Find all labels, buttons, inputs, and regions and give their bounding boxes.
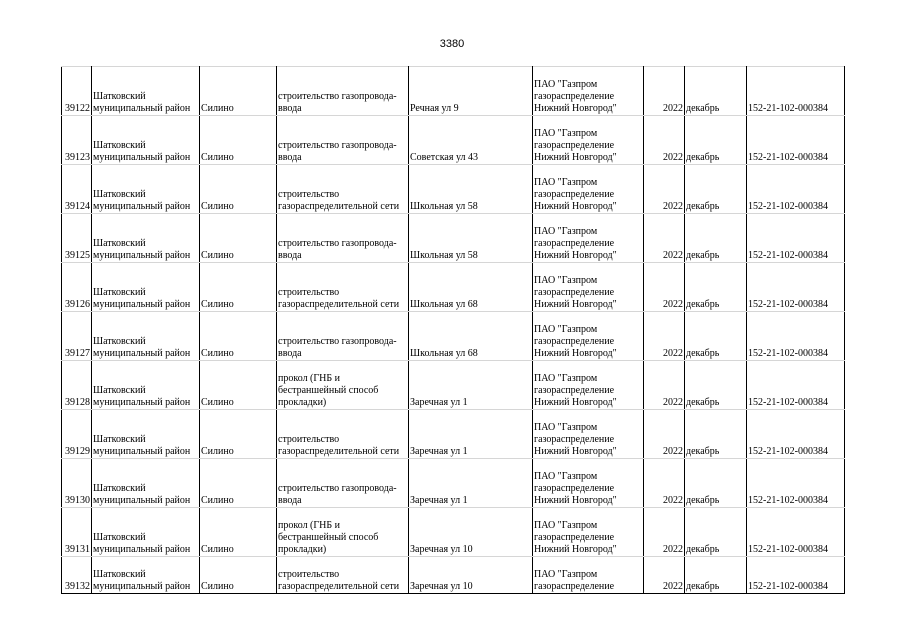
code-cell: 152-21-102-000384 (747, 410, 845, 459)
address-cell: Школьная ул 58 (409, 214, 533, 263)
work-type-cell-line: бестраншейный способ (278, 385, 379, 396)
organization-cell-line: ПАО "Газпром (534, 128, 598, 139)
district-cell-line: муниципальный район (93, 544, 191, 555)
address-cell: Заречная ул 10 (409, 508, 533, 557)
work-type-cell (277, 116, 409, 165)
district-cell-line: муниципальный район (93, 201, 191, 212)
organization-cell-line: Нижний Новгород" (534, 446, 617, 457)
work-type-cell-line: прокладки) (278, 544, 327, 555)
year-cell: 2022 (644, 116, 685, 165)
work-type-cell-line: строительство газопровода- (278, 336, 397, 347)
month-cell: декабрь (685, 459, 747, 508)
district-cell-line: муниципальный район (93, 348, 191, 359)
organization-cell-line: ПАО "Газпром (534, 324, 598, 335)
address-cell: Заречная ул 10 (409, 557, 533, 594)
organization-cell-line: Нижний Новгород" (534, 544, 617, 555)
district-cell-line: муниципальный район (93, 152, 191, 163)
work-type-cell (277, 67, 409, 116)
district-cell-line: Шатковский (93, 532, 146, 543)
work-type-cell-line: прокладки) (278, 397, 327, 408)
year-cell: 2022 (644, 67, 685, 116)
locality-cell: Силино (200, 116, 277, 165)
organization-cell-line: ПАО "Газпром (534, 79, 598, 90)
code-cell: 152-21-102-000384 (747, 67, 845, 116)
month-cell: декабрь (685, 116, 747, 165)
row-number: 39130 (62, 459, 92, 508)
year-cell: 2022 (644, 459, 685, 508)
locality-cell: Силино (200, 508, 277, 557)
month-cell: декабрь (685, 165, 747, 214)
locality-cell: Силино (200, 263, 277, 312)
district-cell-line: Шатковский (93, 434, 146, 445)
code-cell: 152-21-102-000384 (747, 557, 845, 594)
row-number: 39122 (62, 67, 92, 116)
year-cell: 2022 (644, 263, 685, 312)
organization-cell-line: ПАО "Газпром (534, 373, 598, 384)
locality-cell: Силино (200, 459, 277, 508)
organization-cell (533, 361, 644, 410)
month-cell: декабрь (685, 508, 747, 557)
code-cell: 152-21-102-000384 (747, 508, 845, 557)
district-cell (92, 116, 200, 165)
row-number: 39132 (62, 557, 92, 594)
organization-cell-line: ПАО "Газпром (534, 226, 598, 237)
organization-cell-line: газораспределение (534, 91, 615, 102)
table-row (62, 312, 845, 361)
work-type-cell (277, 165, 409, 214)
page-number: 3380 (439, 38, 465, 50)
work-type-cell-line: строительство газопровода- (278, 483, 397, 494)
work-type-cell (277, 312, 409, 361)
month-cell: декабрь (685, 557, 747, 594)
locality-cell: Силино (200, 312, 277, 361)
organization-cell (533, 116, 644, 165)
organization-cell-line: Нижний Новгород" (534, 103, 617, 114)
organization-cell-line: газораспределение (534, 532, 615, 543)
registry-body (62, 67, 845, 594)
table-row (62, 508, 845, 557)
district-cell (92, 165, 200, 214)
district-cell (92, 557, 200, 594)
work-type-cell-line: строительство газопровода- (278, 140, 397, 151)
code-cell: 152-21-102-000384 (747, 214, 845, 263)
district-cell-line: Шатковский (93, 238, 146, 249)
address-cell: Заречная ул 1 (409, 361, 533, 410)
locality-cell: Силино (200, 410, 277, 459)
month-cell: декабрь (685, 263, 747, 312)
table-row (62, 214, 845, 263)
organization-cell-line: Нижний Новгород" (534, 495, 617, 506)
year-cell: 2022 (644, 312, 685, 361)
year-cell: 2022 (644, 361, 685, 410)
work-type-cell-line: газораспределительной сети (278, 299, 400, 310)
work-type-cell (277, 508, 409, 557)
address-cell: Речная ул 9 (409, 67, 533, 116)
organization-cell-line: газораспределение (534, 385, 615, 396)
work-type-cell-line: строительство (278, 569, 340, 580)
organization-cell-line: газораспределение (534, 189, 615, 200)
organization-cell (533, 508, 644, 557)
organization-cell (533, 214, 644, 263)
table-row (62, 116, 845, 165)
work-type-cell (277, 361, 409, 410)
district-cell-line: Шатковский (93, 140, 146, 151)
row-number: 39129 (62, 410, 92, 459)
organization-cell-line: газораспределение (534, 434, 615, 445)
address-cell: Советская ул 43 (409, 116, 533, 165)
table-row (62, 459, 845, 508)
locality-cell: Силино (200, 214, 277, 263)
year-cell: 2022 (644, 165, 685, 214)
district-cell (92, 459, 200, 508)
table-row (62, 557, 845, 594)
district-cell-line: муниципальный район (93, 299, 191, 310)
year-cell: 2022 (644, 508, 685, 557)
district-cell-line: муниципальный район (93, 397, 191, 408)
work-type-cell-line: строительство (278, 189, 340, 200)
district-cell (92, 263, 200, 312)
organization-cell (533, 410, 644, 459)
district-cell (92, 312, 200, 361)
work-type-cell-line: ввода (278, 250, 302, 261)
work-type-cell-line: газораспределительной сети (278, 201, 400, 212)
organization-cell-line: ПАО "Газпром (534, 471, 598, 482)
organization-cell-line: ПАО "Газпром (534, 275, 598, 286)
organization-cell (533, 312, 644, 361)
organization-cell-line: газораспределение (534, 336, 615, 347)
locality-cell: Силино (200, 67, 277, 116)
district-cell (92, 67, 200, 116)
code-cell: 152-21-102-000384 (747, 165, 845, 214)
work-type-cell-line: ввода (278, 103, 302, 114)
organization-cell (533, 557, 644, 594)
work-type-cell-line: газораспределительной сети (278, 581, 400, 592)
row-number: 39124 (62, 165, 92, 214)
work-type-cell-line: строительство (278, 287, 340, 298)
organization-cell-line: Нижний Новгород" (534, 250, 617, 261)
month-cell: декабрь (685, 67, 747, 116)
district-cell (92, 508, 200, 557)
organization-cell-line: газораспределение (534, 581, 615, 592)
work-type-cell (277, 459, 409, 508)
work-type-cell-line: ввода (278, 152, 302, 163)
code-cell: 152-21-102-000384 (747, 361, 845, 410)
district-cell-line: Шатковский (93, 91, 146, 102)
row-number: 39131 (62, 508, 92, 557)
registry-table (61, 66, 845, 594)
district-cell-line: муниципальный район (93, 103, 191, 114)
row-number: 39126 (62, 263, 92, 312)
district-cell-line: Шатковский (93, 483, 146, 494)
year-cell: 2022 (644, 410, 685, 459)
organization-cell-line: Нижний Новгород" (534, 348, 617, 359)
work-type-cell (277, 557, 409, 594)
organization-cell-line: Нижний Новгород" (534, 397, 617, 408)
organization-cell-line: Нижний Новгород" (534, 201, 617, 212)
district-cell (92, 214, 200, 263)
district-cell-line: Шатковский (93, 385, 146, 396)
district-cell-line: Шатковский (93, 287, 146, 298)
code-cell: 152-21-102-000384 (747, 459, 845, 508)
organization-cell-line: Нижний Новгород" (534, 152, 617, 163)
locality-cell: Силино (200, 165, 277, 214)
district-cell-line: муниципальный район (93, 446, 191, 457)
organization-cell-line: ПАО "Газпром (534, 569, 598, 580)
district-cell-line: Шатковский (93, 336, 146, 347)
address-cell: Школьная ул 68 (409, 263, 533, 312)
organization-cell (533, 165, 644, 214)
organization-cell-line: газораспределение (534, 238, 615, 249)
locality-cell: Силино (200, 361, 277, 410)
table-row (62, 165, 845, 214)
address-cell: Школьная ул 68 (409, 312, 533, 361)
work-type-cell-line: прокол (ГНБ и (278, 373, 340, 384)
district-cell-line: муниципальный район (93, 495, 191, 506)
row-number: 39125 (62, 214, 92, 263)
table-row (62, 67, 845, 116)
organization-cell-line: ПАО "Газпром (534, 177, 598, 188)
work-type-cell-line: ввода (278, 495, 302, 506)
organization-cell (533, 67, 644, 116)
work-type-cell (277, 214, 409, 263)
table-row (62, 410, 845, 459)
year-cell: 2022 (644, 214, 685, 263)
organization-cell-line: газораспределение (534, 483, 615, 494)
district-cell-line: Шатковский (93, 569, 146, 580)
organization-cell-line: Нижний Новгород" (534, 299, 617, 310)
locality-cell: Силино (200, 557, 277, 594)
organization-cell (533, 263, 644, 312)
month-cell: декабрь (685, 214, 747, 263)
work-type-cell (277, 263, 409, 312)
district-cell (92, 361, 200, 410)
organization-cell (533, 459, 644, 508)
code-cell: 152-21-102-000384 (747, 312, 845, 361)
district-cell-line: муниципальный район (93, 581, 191, 592)
table-row (62, 263, 845, 312)
year-cell: 2022 (644, 557, 685, 594)
address-cell: Заречная ул 1 (409, 410, 533, 459)
organization-cell-line: газораспределение (534, 140, 615, 151)
code-cell: 152-21-102-000384 (747, 116, 845, 165)
row-number: 39128 (62, 361, 92, 410)
row-number: 39123 (62, 116, 92, 165)
district-cell (92, 410, 200, 459)
work-type-cell-line: бестраншейный способ (278, 532, 379, 543)
work-type-cell-line: ввода (278, 348, 302, 359)
district-cell-line: Шатковский (93, 189, 146, 200)
work-type-cell (277, 410, 409, 459)
month-cell: декабрь (685, 410, 747, 459)
address-cell: Заречная ул 1 (409, 459, 533, 508)
work-type-cell-line: строительство газопровода- (278, 238, 397, 249)
code-cell: 152-21-102-000384 (747, 263, 845, 312)
organization-cell-line: ПАО "Газпром (534, 422, 598, 433)
organization-cell-line: ПАО "Газпром (534, 520, 598, 531)
row-number: 39127 (62, 312, 92, 361)
work-type-cell-line: прокол (ГНБ и (278, 520, 340, 531)
work-type-cell-line: газораспределительной сети (278, 446, 400, 457)
address-cell: Школьная ул 58 (409, 165, 533, 214)
month-cell: декабрь (685, 361, 747, 410)
district-cell-line: муниципальный район (93, 250, 191, 261)
organization-cell-line: газораспределение (534, 287, 615, 298)
month-cell: декабрь (685, 312, 747, 361)
table-row (62, 361, 845, 410)
work-type-cell-line: строительство (278, 434, 340, 445)
work-type-cell-line: строительство газопровода- (278, 91, 397, 102)
